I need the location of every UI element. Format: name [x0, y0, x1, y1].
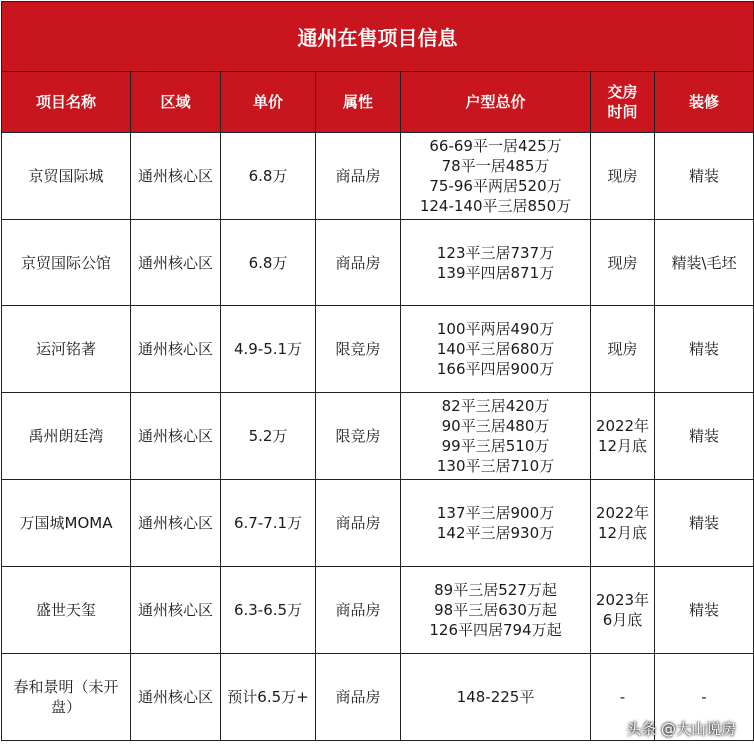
project-name-cell: 春和景明（未开 盘）: [2, 654, 131, 741]
property-type-cell: 商品房: [316, 220, 401, 306]
projects-table: [1, 1, 754, 741]
decoration-cell: 精装: [655, 480, 754, 567]
price-cell: 5.2万: [221, 393, 316, 480]
header-price: 单价: [221, 72, 316, 133]
decoration-cell: 精装: [655, 133, 754, 220]
decoration-cell: 精装: [655, 393, 754, 480]
project-name-cell: 盛世天玺: [2, 567, 131, 654]
area-cell: 通州核心区: [131, 306, 221, 393]
table-row: [2, 306, 754, 393]
area-cell: 通州核心区: [131, 133, 221, 220]
table-row: [2, 393, 754, 480]
header-area: 区域: [131, 72, 221, 133]
area-cell: 通州核心区: [131, 654, 221, 741]
header-units: 户型总价: [401, 72, 591, 133]
project-name-cell: 京贸国际公馆: [2, 220, 131, 306]
unit-prices-cell: 148-225平: [401, 654, 591, 741]
table-row: [2, 133, 754, 220]
property-type-cell: 商品房: [316, 480, 401, 567]
decoration-cell: -: [655, 654, 754, 741]
property-type-cell: 限竞房: [316, 393, 401, 480]
project-name-cell: 万国城MOMA: [2, 480, 131, 567]
price-cell: 6.8万: [221, 220, 316, 306]
project-name-cell: 京贸国际城: [2, 133, 131, 220]
property-type-cell: 商品房: [316, 567, 401, 654]
area-cell: 通州核心区: [131, 220, 221, 306]
watermark: 头条 @大山说房: [626, 720, 736, 738]
price-cell: 预计6.5万+: [221, 654, 316, 741]
delivery-time-cell: 2022年 12月底: [591, 393, 655, 480]
table-title: 通州在售项目信息: [2, 2, 754, 72]
table-row: [2, 567, 754, 654]
area-cell: 通州核心区: [131, 393, 221, 480]
decoration-cell: 精装: [655, 567, 754, 654]
delivery-time-cell: 2023年 6月底: [591, 567, 655, 654]
area-cell: 通州核心区: [131, 480, 221, 567]
unit-prices-cell: 123平三居737万 139平四居871万: [401, 220, 591, 306]
delivery-time-cell: 现房: [591, 133, 655, 220]
project-name-cell: 禹州朗廷湾: [2, 393, 131, 480]
decoration-cell: 精装\毛坯: [655, 220, 754, 306]
header-delivery: 交房 时间: [591, 72, 655, 133]
header-type: 属性: [316, 72, 401, 133]
decoration-cell: 精装: [655, 306, 754, 393]
table-row: [2, 220, 754, 306]
unit-prices-cell: 100平两居490万 140平三居680万 166平四居900万: [401, 306, 591, 393]
project-name-cell: 运河铭著: [2, 306, 131, 393]
header-name: 项目名称: [2, 72, 131, 133]
property-type-cell: 限竞房: [316, 306, 401, 393]
delivery-time-cell: 现房: [591, 220, 655, 306]
unit-prices-cell: 66-69平一居425万 78平一居485万 75-96平两居520万 124-140平三居850万: [401, 133, 591, 220]
table-row: [2, 480, 754, 567]
delivery-time-cell: -: [591, 654, 655, 741]
property-type-cell: 商品房: [316, 133, 401, 220]
delivery-time-cell: 现房: [591, 306, 655, 393]
delivery-time-cell: 2022年 12月底: [591, 480, 655, 567]
unit-prices-cell: 137平三居900万 142平三居930万: [401, 480, 591, 567]
property-type-cell: 商品房: [316, 654, 401, 741]
area-cell: 通州核心区: [131, 567, 221, 654]
price-cell: 4.9-5.1万: [221, 306, 316, 393]
price-cell: 6.3-6.5万: [221, 567, 316, 654]
unit-prices-cell: 89平三居527万起 98平三居630万起 126平四居794万起: [401, 567, 591, 654]
header-decoration: 装修: [655, 72, 754, 133]
price-cell: 6.7-7.1万: [221, 480, 316, 567]
price-cell: 6.8万: [221, 133, 316, 220]
unit-prices-cell: 82平三居420万 90平三居480万 99平三居510万 130平三居710万: [401, 393, 591, 480]
